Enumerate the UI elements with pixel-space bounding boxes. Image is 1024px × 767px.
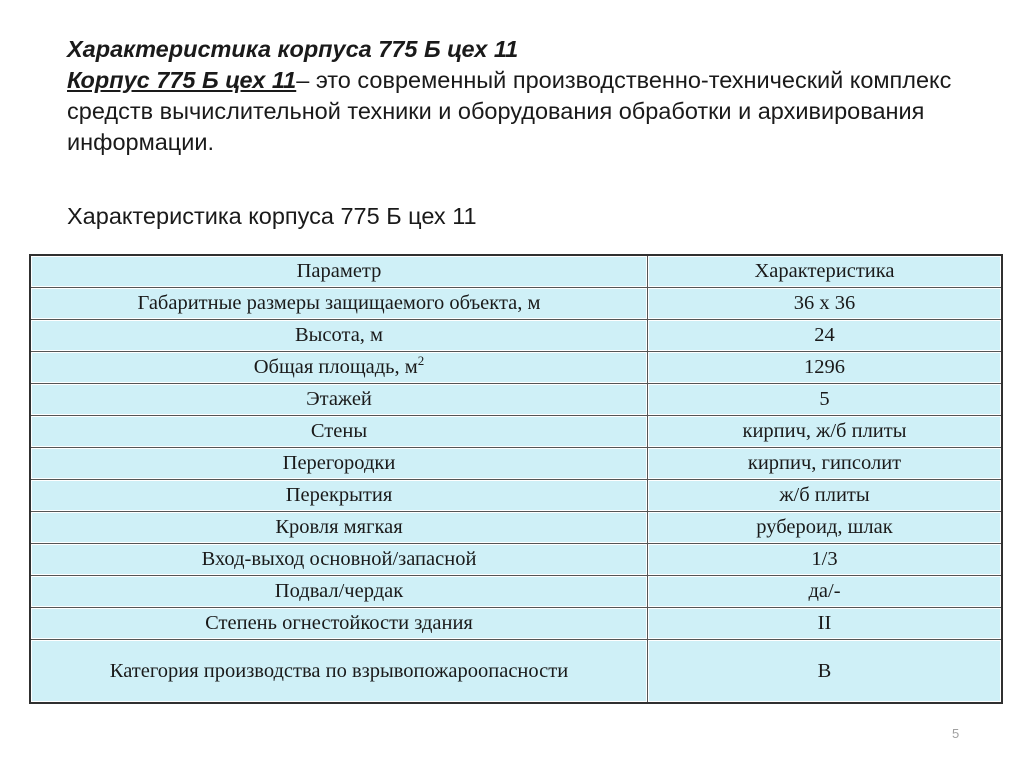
row-value: рубероид, шлак [648, 512, 1003, 544]
row-value: II [648, 608, 1003, 640]
row-parameter: Перекрытия [30, 480, 648, 512]
row-value: 5 [648, 384, 1003, 416]
row-parameter: Стены [30, 416, 648, 448]
row-parameter: Этажей [30, 384, 648, 416]
header-parameter: Параметр [30, 255, 648, 288]
table-caption: Характеристика корпуса 775 Б цех 11 [67, 203, 477, 229]
row-value: В [648, 640, 1003, 704]
table-row [30, 512, 1002, 544]
row-parameter: Подвал/чердак [30, 576, 648, 608]
table-row [30, 416, 1002, 448]
superscript: 2 [417, 353, 425, 368]
table-row [30, 480, 1002, 512]
row-value: 1296 [648, 352, 1003, 384]
table-row [30, 544, 1002, 576]
row-value: кирпич, ж/б плиты [648, 416, 1003, 448]
row-value: 24 [648, 320, 1003, 352]
header-characteristic: Характеристика [648, 255, 1003, 288]
row-parameter-text: Общая площадь, м [253, 356, 418, 378]
slide-title: Характеристика корпуса 775 Б цех 11 [67, 36, 519, 62]
table-row [30, 608, 1002, 640]
table-header-row [30, 255, 1002, 288]
row-parameter: Кровля мягкая [30, 512, 648, 544]
row-value: кирпич, гипсолит [648, 448, 1003, 480]
intro-paragraph [67, 65, 967, 158]
table-row [30, 320, 1002, 352]
row-parameter [30, 352, 648, 384]
row-parameter: Перегородки [30, 448, 648, 480]
row-value: 36 х 36 [648, 288, 1003, 320]
intro-lead: Корпус 775 Б цех 11 [67, 67, 297, 93]
table-row [30, 448, 1002, 480]
table-row [30, 288, 1002, 320]
page-number: 5 [952, 726, 960, 741]
intro-body: – это современный производственно-технический комплекс средств вычислительной техники и оборудования обработки и архивирования информации. [67, 67, 952, 155]
row-parameter: Высота, м [30, 320, 648, 352]
row-parameter: Габаритные размеры защищаемого объекта, м [30, 288, 648, 320]
row-value: да/- [648, 576, 1003, 608]
row-value: ж/б плиты [648, 480, 1003, 512]
row-parameter: Вход-выход основной/запасной [30, 544, 648, 576]
table-row [30, 352, 1002, 384]
table-row [30, 640, 1002, 704]
row-parameter: Степень огнестойкости здания [30, 608, 648, 640]
row-parameter: Категория производства по взрывопожароопасности [30, 640, 648, 704]
intro-block [67, 34, 967, 158]
table-row [30, 384, 1002, 416]
row-value: 1/3 [648, 544, 1003, 576]
characteristics-table [29, 254, 1003, 704]
table-row [30, 576, 1002, 608]
